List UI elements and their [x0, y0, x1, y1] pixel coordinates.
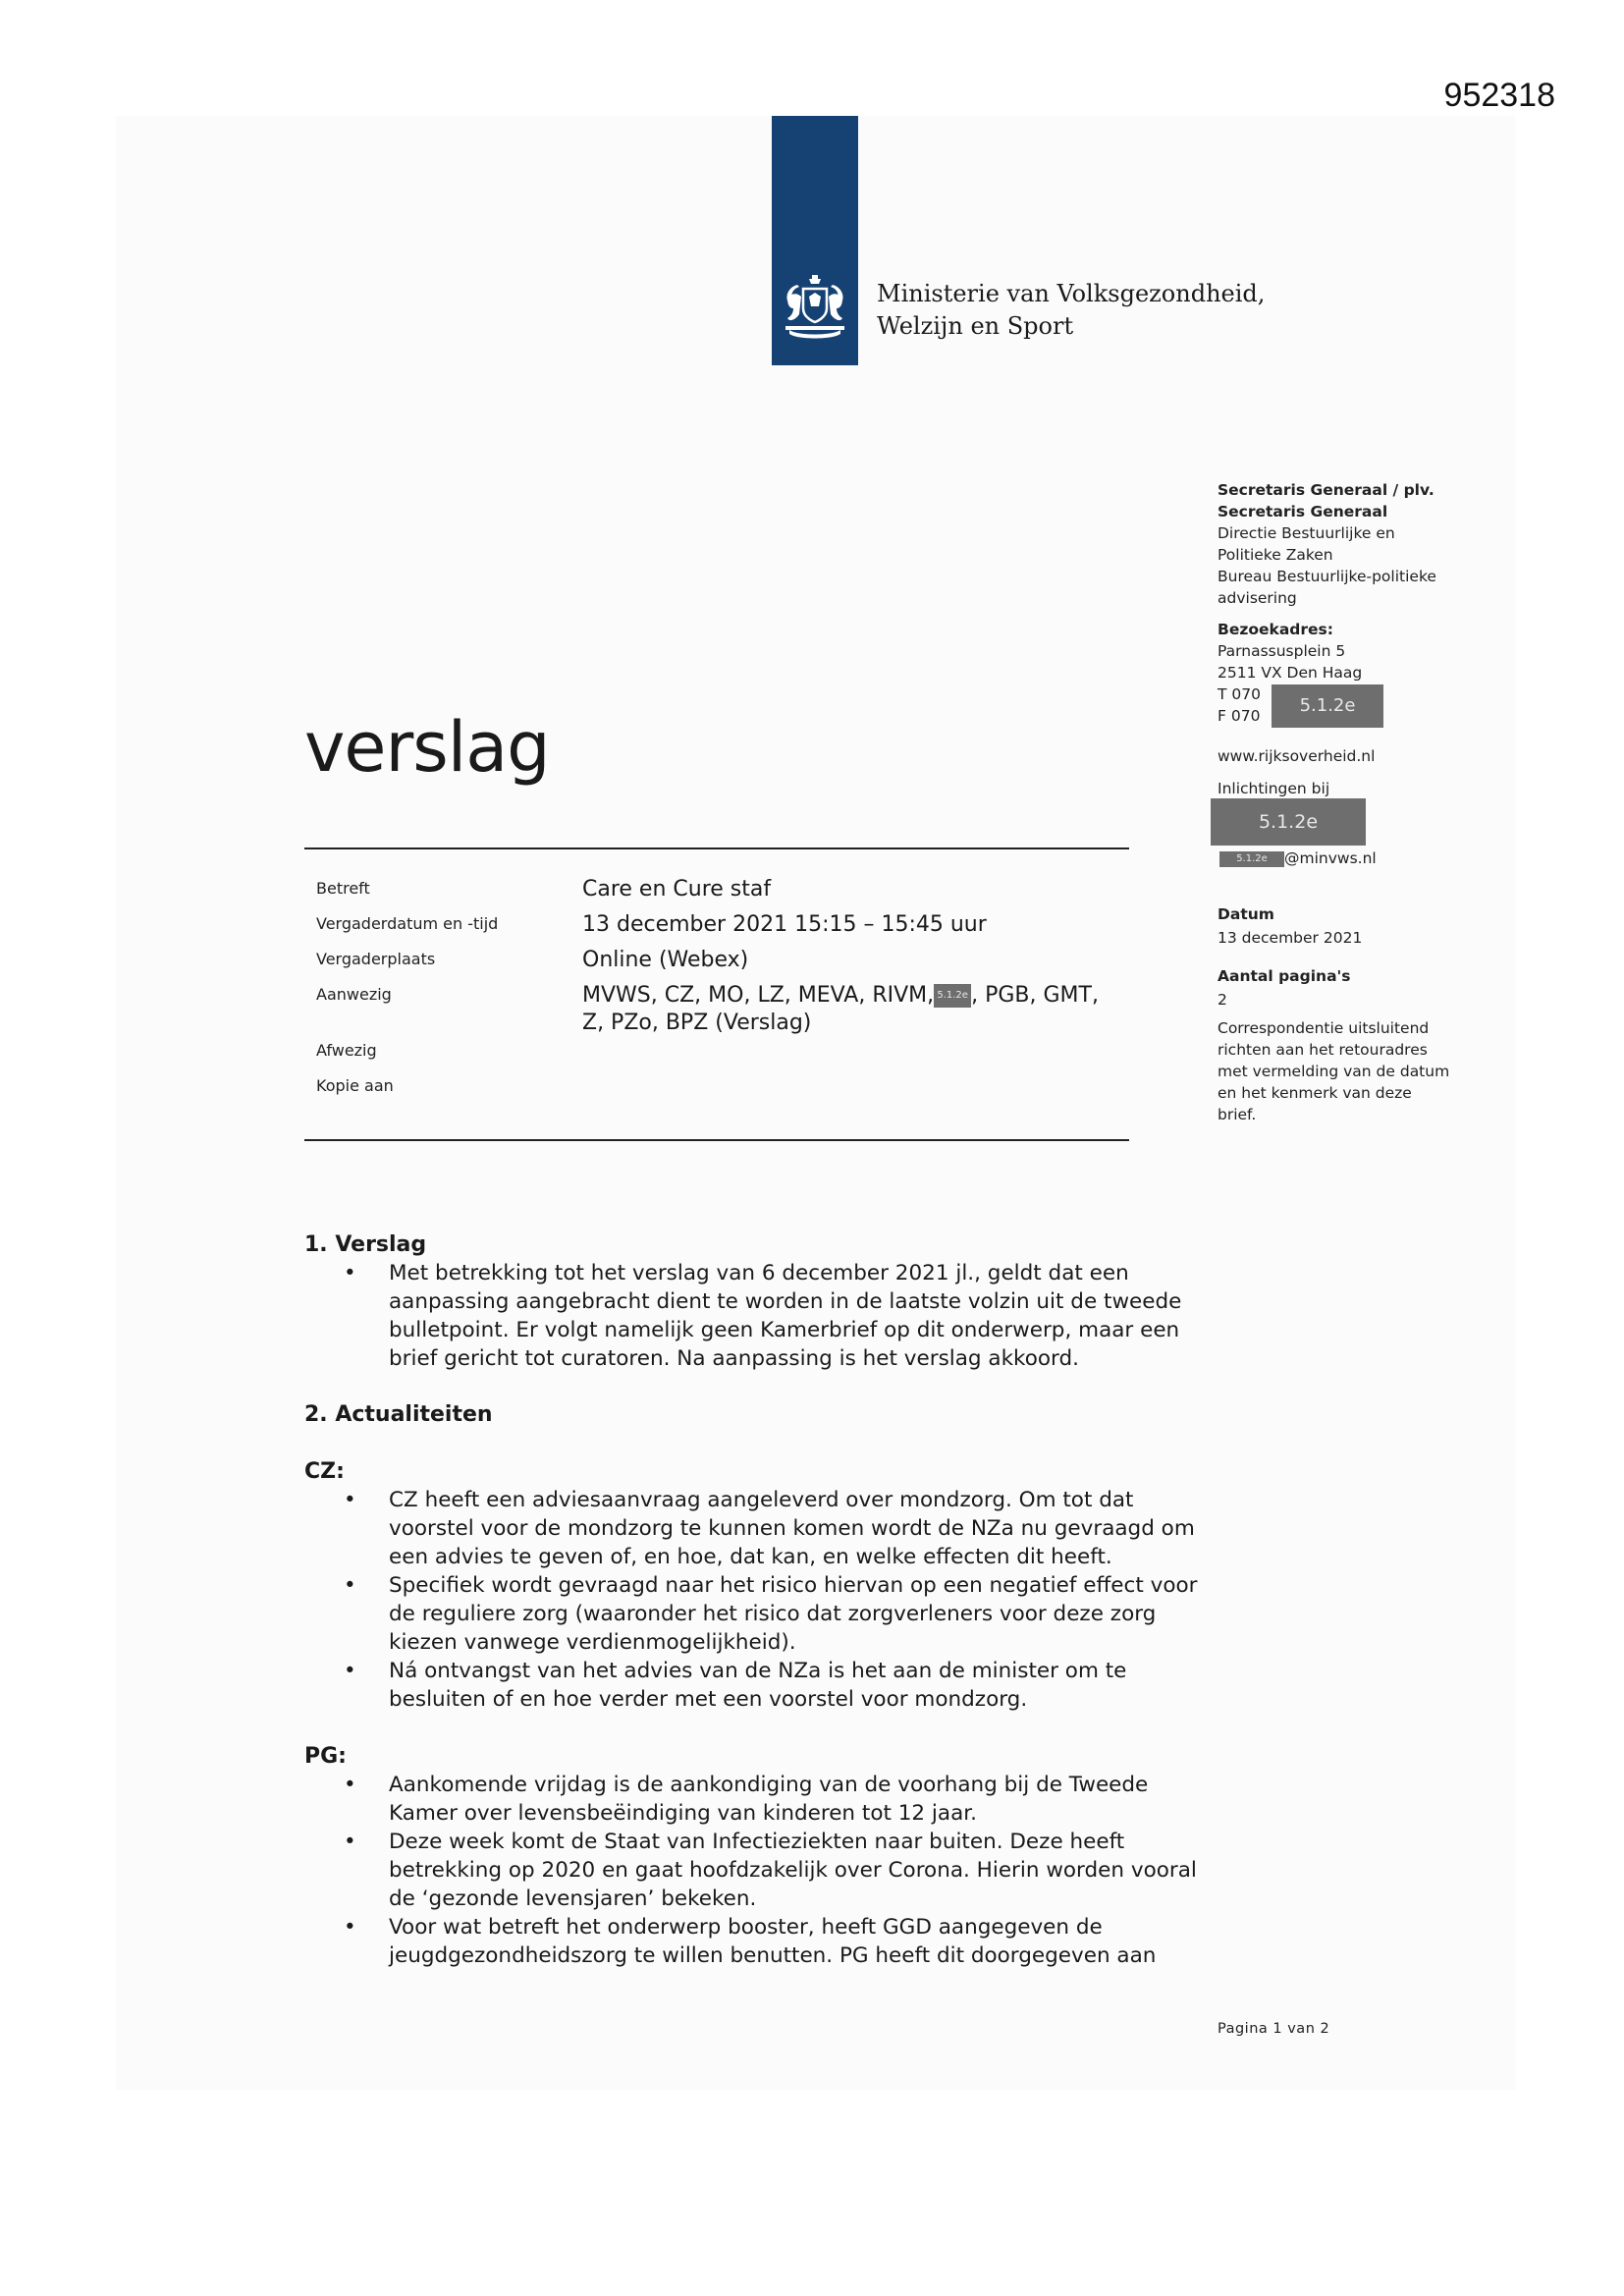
redaction-aanwezig: 5.1.2e — [934, 984, 971, 1008]
section-heading-actualiteiten: 2. Actualiteiten — [304, 1402, 493, 1427]
label-vergaderdatum: Vergaderdatum en -tijd — [316, 914, 499, 933]
datum-value: 13 december 2021 — [1218, 929, 1363, 947]
meta-bottom-rule — [304, 1139, 1129, 1141]
list-item: • Ná ontvangst van het advies van de NZa is het aan de minister om te besluiten of en hoe verder met een voorstel voor mondzorg. — [304, 1657, 1208, 1714]
inlichtingen-label: Inlichtingen bij — [1218, 780, 1330, 797]
address-line2: 2511 VX Den Haag — [1218, 664, 1363, 682]
section-heading-pg: PG: — [304, 1744, 347, 1769]
document-body — [304, 1230, 1208, 1970]
redaction-phone: 5.1.2e — [1272, 684, 1383, 728]
meta-top-rule — [304, 847, 1129, 849]
document-type-title: verslag — [304, 707, 550, 788]
bezoekadres-label: Bezoekadres: — [1218, 621, 1333, 638]
label-betreft: Betreft — [316, 879, 370, 898]
fax: F 070 — [1218, 707, 1261, 725]
ministry-name-line1: Ministerie van Volksgezondheid, — [877, 280, 1266, 307]
ministry-name — [877, 278, 1265, 343]
list-item: • CZ heeft een adviesaanvraag aangeleverd over mondzorg. Om tot dat voorstel voor de mondzorg te kunnen komen wordt de NZa nu gevraagd om een advies te geven of, en hoe, dat kan, en welke effecten dit heeft. — [304, 1486, 1208, 1571]
email-domain: @minvws.nl — [1284, 849, 1377, 867]
sidebar-org-line2: Secretaris Generaal — [1218, 503, 1388, 520]
sidebar-datum — [1218, 903, 1362, 949]
note-line2: richten aan het retouradres — [1218, 1041, 1428, 1059]
section-heading-verslag: 1. Verslag — [304, 1232, 427, 1257]
paginas-label: Aantal pagina's — [1218, 967, 1351, 985]
sidebar-website: www.rijksoverheid.nl — [1218, 747, 1376, 765]
sidebar-dept-line3: Bureau Bestuurlijke-politieke — [1218, 568, 1436, 585]
note-line1: Correspondentie uitsluitend — [1218, 1019, 1430, 1037]
sidebar-paginas — [1218, 965, 1351, 1011]
list-item: • Aankomende vrijdag is de aankondiging van de voorhang bij de Tweede Kamer over levensbeëindiging van kinderen tot 12 jaar. — [304, 1771, 1208, 1828]
pg-bullets — [304, 1771, 1208, 1970]
ministry-logo-bar — [772, 116, 858, 365]
aanwezig-part2: , PGB, GMT, — [971, 983, 1099, 1008]
royal-coat-of-arms-icon — [780, 273, 850, 344]
aanwezig-part1: MVWS, CZ, MO, LZ, MEVA, RIVM, — [582, 983, 935, 1008]
cz-bullets — [304, 1486, 1208, 1714]
address-line1: Parnassusplein 5 — [1218, 642, 1346, 660]
datum-label: Datum — [1218, 905, 1274, 923]
value-betreft: Care en Cure staf — [582, 877, 772, 902]
note-line3: met vermelding van de datum — [1218, 1063, 1450, 1080]
section-heading-cz: CZ: — [304, 1459, 345, 1484]
sidebar-email — [1218, 847, 1377, 869]
list-item: • Deze week komt de Staat van Infectieziekten naar buiten. Deze heeft betrekking op 2020 en gaat hoofdzakelijk over Corona. Hierin worden vooral de ‘gezonde levensjaren’ bekeken. — [304, 1828, 1208, 1913]
sidebar-note — [1218, 1017, 1449, 1125]
paginas-value: 2 — [1218, 991, 1227, 1009]
sidebar-dept-line1: Directie Bestuurlijke en — [1218, 524, 1395, 542]
list-item: • Met betrekking tot het verslag van 6 december 2021 jl., geldt dat een aanpassing aangebracht dient te worden in de laatste volzin uit de tweede bulletpoint. Er volgt namelijk geen Kamerbrief op dit onderwerp, maar een brief gericht tot curatoren. Na aanpassing is het verslag akkoord. — [304, 1259, 1208, 1373]
label-vergaderplaats: Vergaderplaats — [316, 950, 436, 968]
redaction-inlichtingen: 5.1.2e — [1211, 798, 1366, 846]
sidebar-dept-line4: advisering — [1218, 589, 1297, 607]
value-vergaderdatum: 13 december 2021 15:15 – 15:45 uur — [582, 912, 987, 937]
value-aanwezig-line2: Z, PZo, BPZ (Verslag) — [582, 1011, 812, 1035]
verslag-bullets — [304, 1259, 1208, 1373]
sidebar-org — [1218, 479, 1436, 609]
list-item: • Voor wat betreft het onderwerp booster, heeft GGD aangegeven de jeugdgezondheidszorg te willen benutten. PG heeft dit doorgegeven aan — [304, 1913, 1208, 1970]
label-aanwezig: Aanwezig — [316, 985, 392, 1004]
phone: T 070 — [1218, 685, 1261, 703]
list-item: • Specifiek wordt gevraagd naar het risico hiervan op een negatief effect voor de reguliere zorg (waaronder het risico dat zorgverleners voor deze zorg kiezen vanwege verdienmogelijkheid). — [304, 1571, 1208, 1657]
page-number-footer: Pagina 1 van 2 — [1218, 2021, 1330, 2037]
ministry-name-line2: Welzijn en Sport — [877, 312, 1074, 340]
value-aanwezig-line1 — [582, 983, 1099, 1008]
label-kopie-aan: Kopie aan — [316, 1076, 394, 1095]
sidebar-org-line1: Secretaris Generaal / plv. — [1218, 481, 1435, 499]
value-vergaderplaats: Online (Webex) — [582, 948, 749, 972]
redaction-email: 5.1.2e — [1219, 851, 1284, 867]
note-line4: en het kenmerk van deze — [1218, 1084, 1412, 1102]
document-number: 952318 — [1443, 77, 1555, 114]
sidebar-dept-line2: Politieke Zaken — [1218, 546, 1333, 564]
label-afwezig: Afwezig — [316, 1041, 377, 1060]
note-line5: brief. — [1218, 1106, 1257, 1123]
